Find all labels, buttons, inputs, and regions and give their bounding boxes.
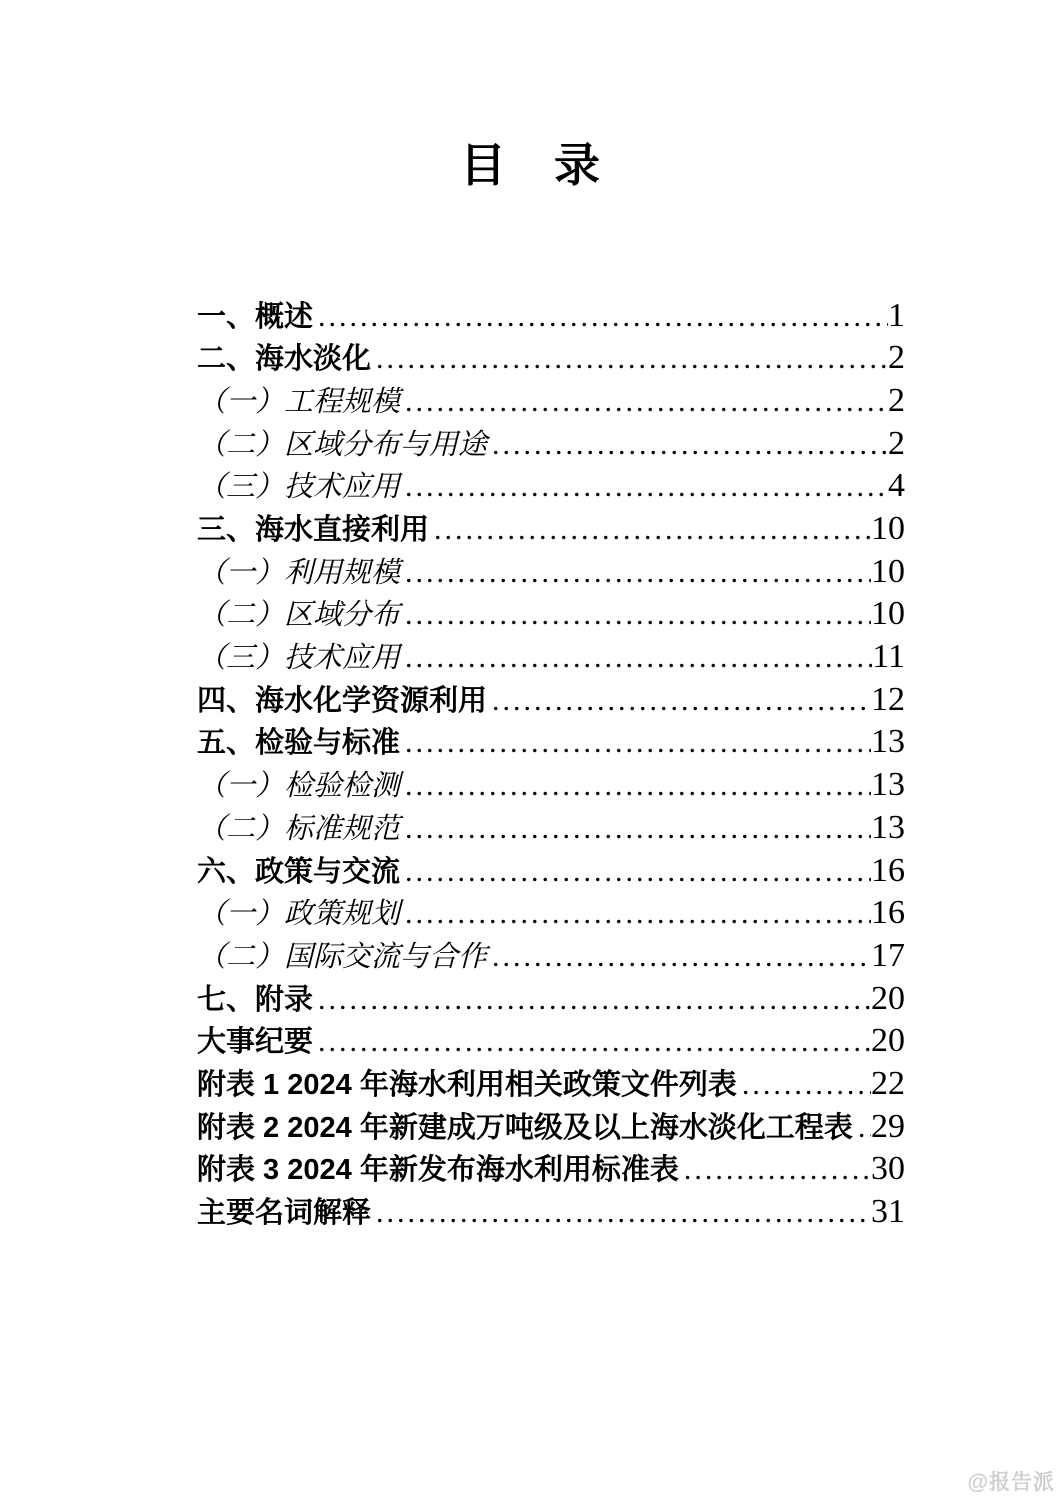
toc-entry[interactable] — [197, 680, 905, 723]
dot-leader — [487, 942, 871, 972]
toc-entry[interactable] — [197, 1149, 905, 1192]
toc-entry-label: （二）国际交流与合作 — [197, 940, 488, 973]
toc-entry[interactable] — [197, 808, 905, 851]
toc-entry-label: 一、概述 — [197, 300, 314, 333]
dot-leader — [679, 1155, 871, 1185]
toc-entry-label: 附表 2 2024 年新建成万吨级及以上海水淡化工程表 — [197, 1111, 853, 1144]
toc-entry-label: （二）区域分布与用途 — [197, 428, 488, 461]
toc-entry-page: 22 — [871, 1064, 905, 1102]
toc-entry[interactable] — [197, 765, 905, 808]
watermark: @报告派 — [967, 1471, 1055, 1494]
toc-entry-label: （三）技术应用 — [197, 642, 401, 675]
toc-entry-page: 31 — [871, 1193, 905, 1231]
toc-entry-label: 六、政策与交流 — [197, 855, 401, 888]
dot-leader — [400, 814, 871, 844]
dot-leader — [400, 600, 871, 630]
toc-entry-page: 16 — [871, 851, 905, 889]
toc-entry-label: （一）工程规模 — [197, 385, 401, 418]
toc-entry[interactable] — [197, 1021, 905, 1064]
toc-entry[interactable] — [197, 552, 905, 595]
page-title: 目 录 — [460, 140, 601, 191]
toc-entry[interactable] — [197, 1192, 905, 1235]
toc-entry-label: 大事纪要 — [197, 1026, 314, 1059]
toc-entry[interactable] — [197, 1107, 905, 1150]
toc-entry[interactable] — [197, 893, 905, 936]
toc-list — [0, 296, 1061, 1235]
dot-leader — [313, 302, 888, 332]
dot-leader — [400, 899, 871, 929]
toc-entry-page: 20 — [871, 979, 905, 1017]
toc-entry[interactable] — [197, 722, 905, 765]
dot-leader — [487, 686, 871, 716]
toc-entry[interactable] — [197, 381, 905, 424]
toc-entry-page: 4 — [888, 467, 905, 505]
toc-entry-page: 10 — [871, 552, 905, 590]
toc-entry-label: 四、海水化学资源利用 — [197, 684, 488, 717]
toc-entry[interactable] — [197, 1064, 905, 1107]
dot-leader — [400, 857, 871, 887]
toc-entry-page: 12 — [871, 680, 905, 718]
toc-entry-label: （三）技术应用 — [197, 471, 401, 504]
toc-entry-label: （一）政策规划 — [197, 898, 401, 931]
dot-leader — [737, 1070, 871, 1100]
toc-entry-label: （二）标准规范 — [197, 812, 401, 845]
dot-leader — [313, 985, 871, 1015]
toc-entry-page: 17 — [871, 936, 905, 974]
toc-entry[interactable] — [197, 466, 905, 509]
toc-entry-page: 1 — [888, 296, 905, 334]
toc-entry[interactable] — [197, 979, 905, 1022]
toc-entry[interactable] — [197, 509, 905, 552]
dot-leader — [400, 387, 888, 417]
toc-entry[interactable] — [197, 851, 905, 894]
toc-entry-label: 主要名词解释 — [197, 1197, 372, 1230]
dot-leader — [400, 643, 872, 673]
toc-entry-label: 五、检验与标准 — [197, 727, 401, 760]
dot-leader — [487, 430, 888, 460]
toc-entry-page: 10 — [871, 595, 905, 633]
toc-entry[interactable] — [197, 936, 905, 979]
toc-entry-page: 10 — [871, 510, 905, 548]
toc-entry-page: 16 — [871, 894, 905, 932]
dot-leader — [400, 771, 871, 801]
dot-leader — [400, 728, 871, 758]
toc-entry-page: 13 — [871, 723, 905, 761]
toc-entry-page: 30 — [871, 1150, 905, 1188]
dot-leader — [313, 1027, 871, 1057]
toc-entry[interactable] — [197, 338, 905, 381]
toc-entry-label: 七、附录 — [197, 983, 314, 1016]
dot-leader — [371, 344, 888, 374]
dot-leader — [853, 1113, 871, 1143]
toc-entry-label: 附表 1 2024 年海水利用相关政策文件列表 — [197, 1068, 737, 1101]
toc-entry-page: 2 — [888, 339, 905, 377]
toc-entry-label: 二、海水淡化 — [197, 343, 372, 376]
toc-entry-label: 附表 3 2024 年新发布海水利用标准表 — [197, 1154, 679, 1187]
toc-entry-page: 20 — [871, 1022, 905, 1060]
toc-entry-label: （一）利用规模 — [197, 556, 401, 589]
toc-entry-page: 2 — [888, 424, 905, 462]
toc-entry[interactable] — [197, 637, 905, 680]
toc-entry-label: （二）区域分布 — [197, 599, 401, 632]
toc-entry-page: 13 — [871, 808, 905, 846]
toc-entry-page: 29 — [871, 1107, 905, 1145]
dot-leader — [371, 1198, 871, 1228]
toc-entry-page: 11 — [872, 638, 905, 676]
toc-entry-page: 13 — [871, 766, 905, 804]
toc-entry-label: （一）检验检测 — [197, 770, 401, 803]
toc-entry[interactable] — [197, 594, 905, 637]
dot-leader — [400, 558, 871, 588]
toc-entry-page: 2 — [888, 381, 905, 419]
toc-entry[interactable] — [197, 296, 905, 339]
toc-entry[interactable] — [197, 424, 905, 467]
dot-leader — [400, 472, 888, 502]
dot-leader — [429, 515, 871, 545]
toc-entry-label: 三、海水直接利用 — [197, 514, 430, 547]
